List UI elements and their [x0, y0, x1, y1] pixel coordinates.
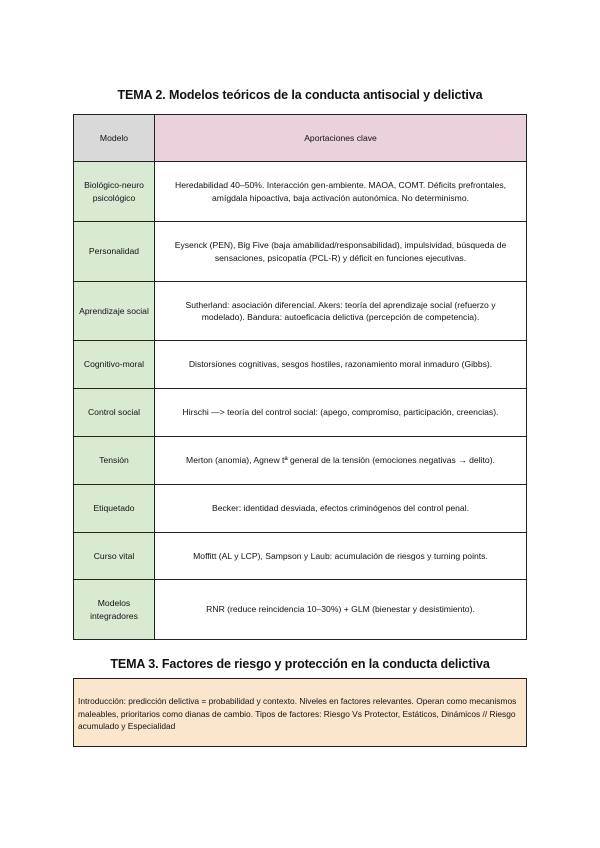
contribution-cell: Merton (anomia), Agnew tª general de la tensión (emociones negativas → delito). — [155, 437, 527, 485]
table-header-row — [74, 115, 527, 162]
contribution-cell: Moffitt (AL y LCP), Sampson y Laub: acumulación de riesgos y turning points. — [155, 533, 527, 580]
model-cell: Tensión — [74, 437, 155, 485]
header-contributions: Aportaciones clave — [155, 115, 527, 162]
table-row — [74, 341, 527, 389]
model-cell: Aprendizaje social — [74, 282, 155, 341]
model-cell: Biológico-neuro psicológico — [74, 162, 155, 222]
table-row — [74, 389, 527, 437]
contribution-cell: Distorsiones cognitivas, sesgos hostiles, razonamiento moral inmaduro (Gibbs). — [155, 341, 527, 389]
contribution-cell: Eysenck (PEN), Big Five (baja amabilidad/responsabilidad), impulsividad, búsqueda de sensaciones, psicopatía (PCL-R) y déficit en funciones ejecutivas. — [155, 222, 527, 282]
table-row — [74, 282, 527, 341]
model-cell: Curso vital — [74, 533, 155, 580]
table-row — [74, 580, 527, 640]
model-cell: Control social — [74, 389, 155, 437]
table-row — [74, 485, 527, 533]
table-row — [74, 437, 527, 485]
models-table — [73, 114, 527, 640]
contribution-cell: Sutherland: asociación diferencial. Akers: teoría del aprendizaje social (refuerzo y modelado). Bandura: autoeficacia delictiva (percepción de competencia). — [155, 282, 527, 341]
model-cell: Modelos integradores — [74, 580, 155, 640]
intro-box: Introducción: predicción delictiva = probabilidad y contexto. Niveles en factores relevantes. Operan como mecanismos maleables, prioritarios como dianas de cambio. Tipos de factores: Riesgo Vs Protector, Estáticos, Dinámicos // Riesgo acumulado y Especialidad — [73, 678, 527, 747]
tema3-title: TEMA 3. Factores de riesgo y protección en la conducta delictiva — [110, 657, 490, 671]
contribution-cell: Hirschi —> teoría del control social: (apego, compromiso, participación, creencias). — [155, 389, 527, 437]
contribution-cell: Becker: identidad desviada, efectos criminógenos del control penal. — [155, 485, 527, 533]
tema2-title: TEMA 2. Modelos teóricos de la conducta antisocial y delictiva — [117, 88, 483, 102]
contribution-cell: Heredabilidad 40–50%. Interacción gen-ambiente. MAOA, COMT. Déficits prefrontales, amígdala hipoactiva, baja activación autonómica. No determinismo. — [155, 162, 527, 222]
contribution-cell: RNR (reduce reincidencia 10–30%) + GLM (bienestar y desistimiento). — [155, 580, 527, 640]
model-cell: Cognitivo-moral — [74, 341, 155, 389]
table-row — [74, 162, 527, 222]
table-row — [74, 533, 527, 580]
table-row — [74, 222, 527, 282]
model-cell: Personalidad — [74, 222, 155, 282]
model-cell: Etiquetado — [74, 485, 155, 533]
header-model: Modelo — [74, 115, 155, 162]
